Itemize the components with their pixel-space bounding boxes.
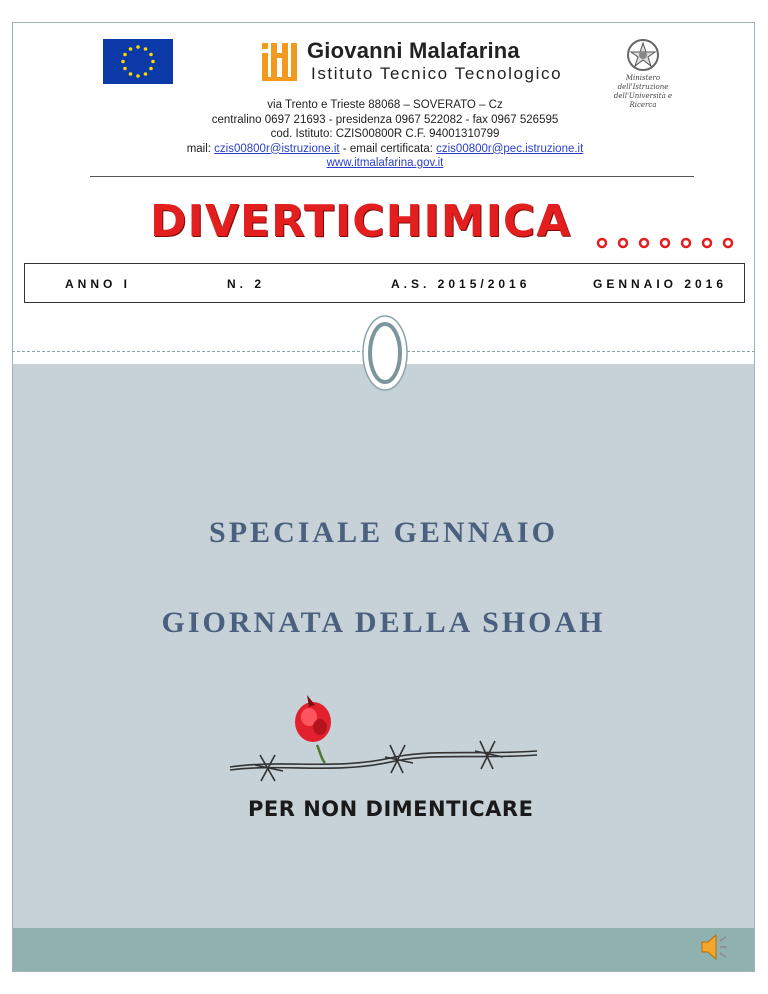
pec-link[interactable]: czis00800r@pec.istruzione.it [436, 142, 584, 155]
mail-link[interactable]: czis00800r@istruzione.it [214, 142, 340, 155]
issue-info-bar [24, 263, 745, 303]
barbed-wire-icon [230, 741, 537, 781]
contact-block [150, 98, 620, 171]
cover-heading-2: GIORNATA DELLA SHOAH [161, 606, 606, 639]
mail-label: mail: [186, 142, 215, 155]
ministry-line-1: Ministero dell'Istruzione [617, 74, 669, 91]
school-name: Giovanni Malafarina [307, 38, 520, 63]
republic-emblem-icon [625, 38, 661, 72]
pec-label: - email certificata: [339, 142, 437, 155]
rose-icon [295, 695, 331, 742]
ministry-line-2: dell'Università e Ricerca [613, 92, 673, 109]
school-subtitle: Istituto Tecnico Tecnologico [311, 64, 563, 83]
speaker-icon[interactable] [696, 930, 730, 964]
website-link[interactable]: www.itmalafarina.gov.it [326, 157, 444, 169]
issue-number: N. 2 [227, 277, 266, 291]
header-divider [90, 176, 694, 177]
codes-line: cod. Istituto: CZIS00800R C.F. 94001310799 [270, 128, 500, 140]
school-logo-icon [261, 39, 303, 83]
title-dots [595, 236, 745, 250]
phones-line: centralino 0697 21693 - presidenza 0967 522082 - fax 0967 526595 [211, 113, 559, 126]
school-year: A.S. 2015/2016 [391, 277, 531, 291]
school-logo [261, 37, 561, 85]
cover-heading-1: SPECIALE GENNAIO [209, 516, 558, 549]
issue-month: GENNAIO 2016 [593, 277, 728, 291]
mail-line [150, 142, 620, 157]
magazine-title: DIVERTICHIMICA [150, 196, 572, 247]
address-line: via Trento e Trieste 88068 – SOVERATO – Cz [267, 99, 503, 111]
eu-flag-icon [103, 39, 173, 84]
footer-band [13, 928, 754, 971]
memorial-caption: PER NON DIMENTICARE [248, 797, 534, 821]
issue-year: ANNO I [65, 277, 131, 291]
cover-band [13, 364, 754, 928]
oval-ornament [361, 313, 409, 393]
